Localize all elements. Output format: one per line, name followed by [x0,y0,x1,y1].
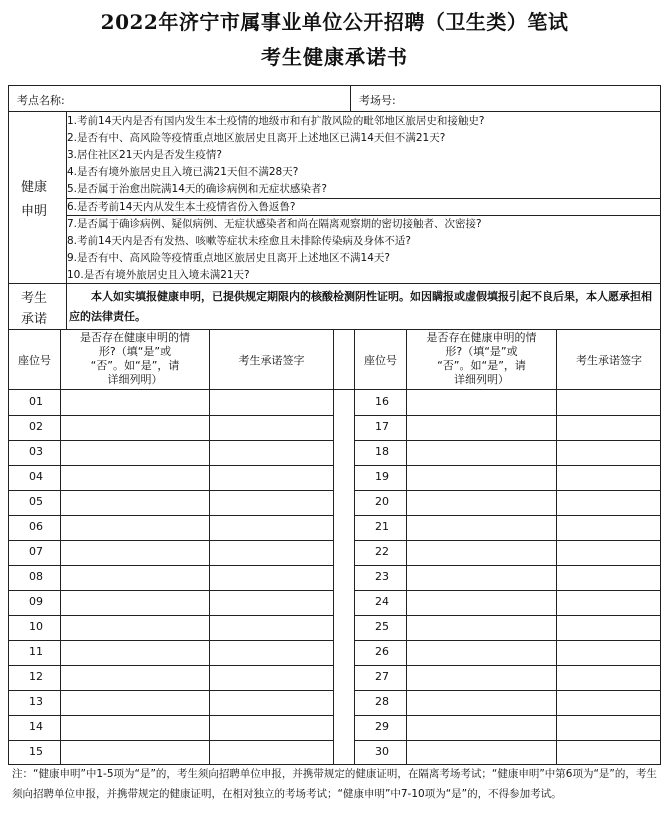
row-divider-right [354,715,661,716]
row-divider-left [9,740,334,741]
row-divider-right [354,590,661,591]
seat-table-body [8,390,661,765]
seat-number-left: 02 [29,420,43,433]
seat-number-left: 05 [29,495,43,508]
condition-header-right-4: 详细列明） [454,373,509,386]
condition-header-right-3: “否”。如“是”，请 [437,359,526,372]
seat-number-left: 04 [29,470,43,483]
seat-number-left: 13 [29,695,43,708]
condition-header-left-1: 是否存在健康申明的情 [80,331,190,344]
health-item-1: 1.考前14天内是否有国内发生本土疫情的地级市和有扩散风险的毗邻地区旅居史和接触史? [67,115,485,127]
row-divider-left [9,515,334,516]
row-divider-left [9,465,334,466]
row-divider-left [9,540,334,541]
seat-number-left: 06 [29,520,43,533]
row-divider-left [9,690,334,691]
row-divider-right [354,415,661,416]
seat-table-header [8,330,661,390]
health-item-7: 7.是否属于确诊病例、疑似病例、无症状感染者和尚在隔离观察期的密切接触者、次密接? [67,218,482,230]
condition-header-left-2: 形?（填“是”或 [98,345,172,358]
health-item-2: 2.是否有中、高风险等疫情重点地区旅居史且离开上述地区已满14天但不满21天? [67,132,446,144]
seat-number-left: 07 [29,545,43,558]
row-divider-left [9,640,334,641]
seat-number-left: 12 [29,670,43,683]
table-gap-header [334,330,355,389]
row-divider-right [354,540,661,541]
seat-number-right: 23 [375,570,389,583]
row-divider-left [9,590,334,591]
seat-number-right: 17 [375,420,389,433]
col-divider-5 [406,390,407,764]
seat-header-right: 座位号 [355,330,407,389]
seat-number-right: 22 [375,545,389,558]
col-divider-2 [209,390,210,764]
condition-header-left-3: “否”。如“是”，请 [90,359,180,372]
seat-header-left: 座位号 [9,330,61,389]
title-line-2: 考生健康承诺书 [261,45,408,69]
seat-number-left: 01 [29,395,43,408]
seat-number-right: 18 [375,445,389,458]
condition-header-left [61,330,210,389]
row-divider-right [354,440,661,441]
seat-number-right: 30 [375,745,389,758]
condition-header-right-1: 是否存在健康申明的情 [426,331,537,344]
seat-number-left: 08 [29,570,43,583]
health-divider-2 [67,215,660,216]
seat-number-left: 11 [29,645,43,658]
condition-header-left-4: 详细列明） [107,373,163,386]
seat-number-right: 21 [375,520,389,533]
row-divider-right [354,665,661,666]
row-divider-right [354,740,661,741]
row-divider-left [9,615,334,616]
col-divider-1 [60,390,61,764]
health-declaration-section [8,112,661,284]
row-divider-left [9,440,334,441]
row-divider-right [354,465,661,466]
health-item-8: 8.考前14天内是否有发热、咳嗽等症状未痊愈且未排除传染病及身体不适? [67,235,411,247]
signature-header-right: 考生承诺签字 [576,353,642,367]
seat-number-left: 10 [29,620,43,633]
footnote: 注：“健康申明”中1-5项为“是”的，考生须向招聘单位申报，并携带规定的健康证明，在隔离考场考试；“健康申明”中第6项为“是”的，考生须向招聘单位申报，并携带规定的健康证明，在相对独立的考场考试；“健康申明”中7-10项为“是”的，不得参加考试。 [12,768,657,800]
health-label-2: 申明 [21,204,48,219]
seat-number-left: 03 [29,445,43,458]
seat-number-right: 28 [375,695,389,708]
health-item-6: 6.是否考前14天内从发生本土疫情省份入鲁返鲁? [67,201,296,213]
health-divider-1 [67,198,660,199]
seat-number-right: 19 [375,470,389,483]
header-divider [350,86,351,112]
col-divider-3 [333,390,334,764]
promise-text: 本人如实填报健康申明，已提供规定期限内的核酸检测阴性证明。如因瞒报或虚假填报引起不良后果，本人愿承担相应的法律责任。 [69,290,652,323]
promise-label-1: 考生 [21,291,48,306]
health-item-10: 10.是否有境外旅居史且入境未满21天? [67,269,250,281]
health-section-label [9,112,67,283]
row-divider-left [9,715,334,716]
condition-header-right-2: 形?（填“是”或 [445,345,518,358]
row-divider-right [354,490,661,491]
exam-site-label: 考点名称: [17,94,65,107]
exam-room-label: 考场号: [359,94,396,107]
promise-label [9,284,67,329]
col-divider-6 [556,390,557,764]
row-divider-right [354,515,661,516]
promise-label-2: 承诺 [21,312,48,327]
seat-number-right: 24 [375,595,389,608]
health-label-1: 健康 [21,180,48,195]
seat-number-right: 29 [375,720,389,733]
seat-number-right: 16 [375,395,389,408]
row-divider-right [354,615,661,616]
health-item-4: 4.是否有境外旅居史且入境已满21天但不满28天? [67,166,299,178]
seat-number-left: 15 [29,745,43,758]
health-item-5: 5.是否属于治愈出院满14天的确诊病例和无症状感染者? [67,183,327,195]
seat-number-right: 20 [375,495,389,508]
signature-header-left: 考生承诺签字 [210,330,334,389]
row-divider-left [9,415,334,416]
seat-number-right: 27 [375,670,389,683]
health-item-9: 9.是否有中、高风险等疫情重点地区旅居史且离开上述地区不满14天? [67,252,390,264]
seat-number-right: 25 [375,620,389,633]
col-divider-4 [354,390,355,764]
seat-number-left: 14 [29,720,43,733]
row-divider-left [9,565,334,566]
seat-number-right: 26 [375,645,389,658]
seat-number-left: 09 [29,595,43,608]
row-divider-left [9,490,334,491]
title-line-1: 2022年济宁市属事业单位公开招聘（卫生类）笔试 [100,10,569,34]
row-divider-right [354,565,661,566]
row-divider-left [9,665,334,666]
promise-section [8,284,661,330]
health-item-3: 3.居住社区21天内是否发生疫情? [67,149,222,161]
condition-header-right [407,330,557,389]
header-row [8,85,661,112]
row-divider-right [354,690,661,691]
row-divider-right [354,640,661,641]
